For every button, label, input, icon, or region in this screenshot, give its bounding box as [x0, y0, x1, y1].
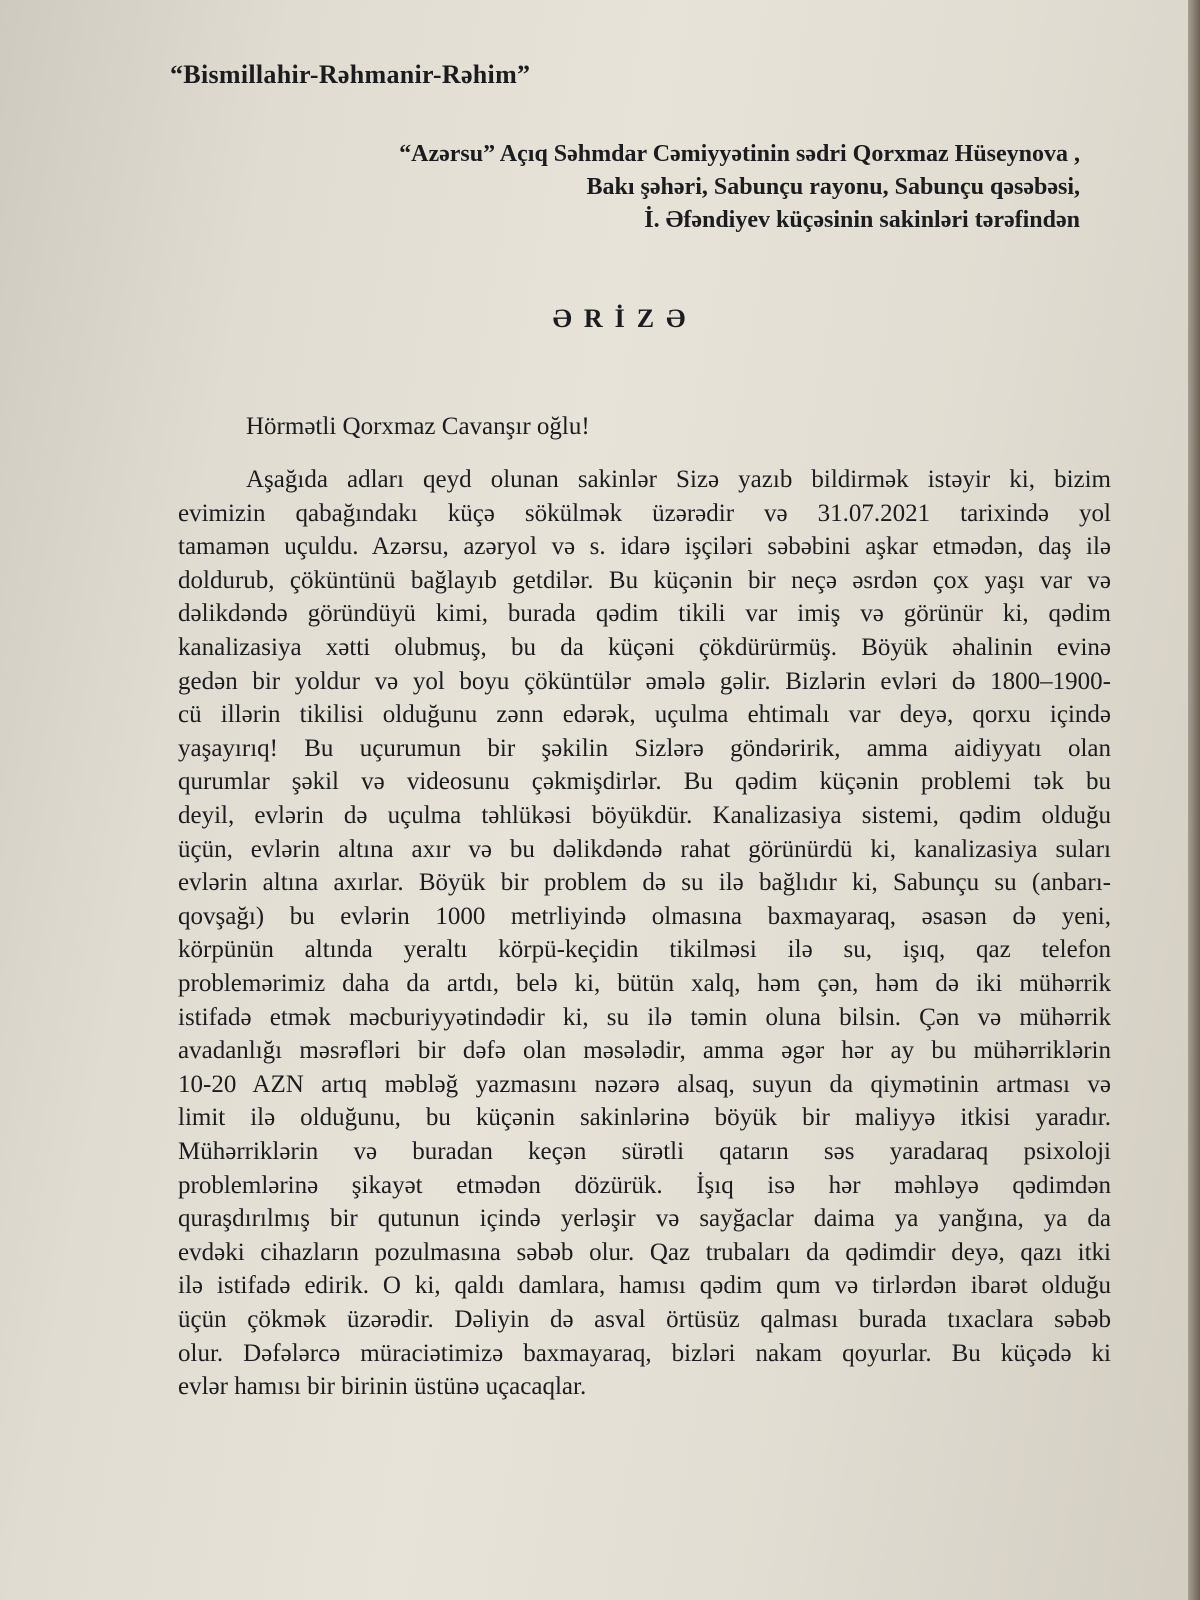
body-line: ilə istifadə edirik. O ki, qaldı damlara, hamısı qədim qum və tirlərdən ibarət olduğu	[178, 1272, 1111, 1300]
body-line: Mühərriklərin və buradan keçən sürətli qatarın səs yaradaraq psixoloji	[178, 1138, 1111, 1165]
body-line: evlər hamısı bir birinin üstünə uçacaqlar.	[178, 1373, 587, 1401]
body-line: doldurub, çöküntünü bağlayıb getdilər. Bu küçənin bir neçə əsrdən çox yaşı var və	[178, 566, 1111, 594]
body-line: avadanlığı məsrəfləri bir dəfə olan məsələdir, amma əgər hər ay bu mühərriklərin	[178, 1037, 1111, 1065]
addressee-line: İ. Əfəndiyev küçəsinin sakinləri tərəfindən	[644, 207, 1080, 233]
body-line: limit ilə olduğunu, bu küçənin sakinlərinə böyük bir maliyyə itkisi yaradır.	[178, 1104, 1111, 1132]
body-line: problemlərinə şikayət etmədən dözürük. İşıq isə hər məhləyə qədimdən	[178, 1171, 1111, 1199]
body-line: yaşayırıq! Bu uçurumun bir şəkilin Sizlərə göndəririk, amma aidiyyatı olan	[178, 734, 1111, 762]
body-line: istifadə etmək məcburiyyətindədir ki, su ilə təmin oluna bilsin. Çən və mühərrik	[178, 1003, 1111, 1031]
body-line: üçün, evlərin altına axır və bu dəlikdəndə rahat görünürdü ki, kanalizasiya suları	[178, 835, 1111, 863]
body-line: dəlikdəndə göründüyü kimi, burada qədim tikili var imiş və görünür ki, qədim	[178, 600, 1111, 628]
body-line: cü illərin tikilisi olduğunu zənn edərək, uçulma ehtimalı var deyə, qorxu içində	[178, 701, 1111, 729]
body-line: üçün çökmək üzərədir. Dəliyin də asval örtüsüz qalması burada tıxaclara səbəb	[178, 1306, 1111, 1333]
body-line: kanalizasiya xətti olubmuş, bu da küçəni çökdürürmüş. Böyük əhalinin evinə	[178, 634, 1111, 661]
body-line: gedən bir yoldur və yol boyu çöküntülər əmələ gəlir. Bizlərin evləri də 1800–1900-	[178, 667, 1111, 695]
body-line: problemərimiz daha da artdı, belə ki, bütün xalq, həm çən, həm də iki mühərrik	[178, 970, 1111, 997]
body-line: evdəki cihazların pozulmasına səbəb olur. Qaz trubaları da qədimdir deyə, qazı itki	[178, 1238, 1111, 1266]
body-line: tamamən uçuldu. Azərsu, azəryol və s. idarə işçiləri səbəbini aşkar etmədən, daş ilə	[178, 533, 1111, 561]
document-title: ƏRİZƏ	[552, 304, 698, 333]
body-line: körpünün altında yeraltı körpü-keçidin tikilməsi ilə su, işıq, qaz telefon	[178, 936, 1111, 964]
body-line: qovşağı) bu evlərin 1000 metrliyində olmasına baxmayaraq, əsasən də yeni,	[178, 902, 1111, 930]
body-line: quraşdırılmış bir qutunun içində yerləşir və sayğaclar daima ya yanğına, ya da	[178, 1205, 1111, 1233]
basmala-heading: “Bismillahir-Rəhmanir-Rəhim”	[170, 60, 531, 89]
addressee-block	[399, 138, 1080, 237]
body-line: evimizin qabağındakı küçə sökülmək üzərədir və 31.07.2021 tarixində yol	[178, 499, 1111, 527]
body-line: Aşağıda adları qeyd olunan sakinlər Sizə yazıb bildirmək istəyir ki, bizim	[246, 466, 1111, 493]
body-line: qurumlar şəkil və videosunu çəkmişdirlər. Bu qədim küçənin problemi tək bu	[178, 768, 1111, 796]
body-line: evlərin altına axırlar. Böyük bir problem də su ilə bağlıdır ki, Sabunçu su (anbarı-	[178, 869, 1111, 897]
addressee-line: Bakı şəhəri, Sabunçu rayonu, Sabunçu qəsəbəsi,	[586, 174, 1080, 200]
body-line: 10-20 AZN artıq məbləğ yazmasını nəzərə alsaq, suyun da qiymətinin artması və	[178, 1070, 1111, 1098]
body-line: olur. Dəfələrcə müraciətimizə baxmayaraq, bizləri nakam qoyurlar. Bu küçədə ki	[178, 1339, 1111, 1367]
salutation: Hörmətli Qorxmaz Cavanşır oğlu!	[246, 413, 590, 440]
addressee-line: “Azərsu” Açıq Səhmdar Cəmiyyətinin sədri Qorxmaz Hüseynova ,	[399, 141, 1080, 167]
body-line: deyil, evlərin də uçulma təhlükəsi böyükdür. Kanalizasiya sistemi, qədim olduğu	[178, 802, 1111, 829]
